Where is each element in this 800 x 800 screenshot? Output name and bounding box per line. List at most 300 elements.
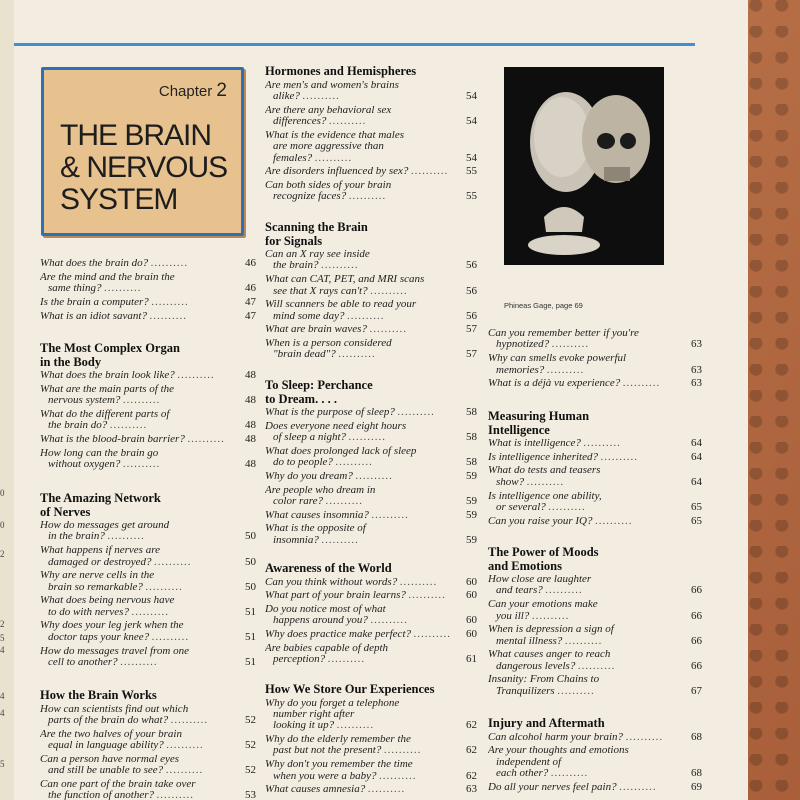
toc-entry-text: same thing? .......... [48, 283, 142, 295]
header-rule [14, 43, 695, 46]
toc-entry[interactable] [488, 649, 702, 672]
leader-dots: .......... [557, 685, 595, 697]
chapter-number: 2 [216, 80, 227, 101]
page-number: 59 [466, 533, 477, 546]
table-of-contents-page [14, 0, 748, 800]
toc-entry-text: What happens if nerves are [40, 545, 160, 557]
leader-dots: .......... [123, 459, 161, 471]
toc-entry-text: parts of the brain do what? .......... [48, 714, 209, 726]
toc-entry-text: Why do you dream? .......... [265, 470, 394, 482]
leader-dots: .......... [408, 590, 447, 602]
page-number: 62 [466, 744, 477, 757]
section-title-line: and Emotions [488, 558, 562, 573]
leader-dots: .......... [370, 285, 408, 297]
toc-entry-text: equal in language ability? .......... [48, 740, 205, 752]
section-title-line: How the Brain Works [40, 688, 157, 702]
toc-entry-text: What is the blood-brain barrier? .......... [40, 433, 226, 445]
page-number: 50 [245, 530, 256, 543]
toc-entry[interactable] [265, 105, 477, 128]
toc-entry-text: When is a person considered [265, 338, 392, 350]
page-number: 46 [245, 257, 256, 269]
page-number: 60 [466, 589, 477, 602]
toc-entry-text: or several? .......... [496, 501, 587, 513]
toc-entry-text: looking it up? .......... [273, 720, 375, 732]
page-number: 56 [466, 259, 477, 272]
toc-entry[interactable] [40, 754, 256, 777]
toc-entry-text: Can you think without words? .......... [265, 576, 438, 588]
toc-entry[interactable] [265, 523, 477, 546]
toc-entry-text: dangerous levels? .......... [496, 660, 616, 672]
page-number: 58 [466, 456, 477, 469]
toc-entry-text: Do you notice most of what [265, 603, 386, 615]
toc-entry[interactable] [488, 328, 702, 351]
previous-page-edge [0, 0, 15, 800]
page-number: 50 [245, 580, 256, 593]
toc-entry[interactable] [488, 574, 702, 597]
section-title-line: How We Store Our Experiences [265, 682, 435, 696]
toc-entry-text: the function of another? .......... [48, 790, 195, 800]
leader-dots: .......... [369, 324, 408, 336]
toc-entry-text: Are there any behavioral sex [265, 104, 392, 116]
toc-entry[interactable] [265, 485, 477, 508]
toc-entry[interactable] [488, 782, 702, 793]
toc-entry-text: Can a person have normal eyes [40, 753, 180, 765]
toc-entry[interactable] [265, 698, 477, 732]
toc-entry-text: What is an idiot savant? .......... [40, 310, 188, 322]
toc-entry-text: females? .......... [273, 152, 353, 164]
page-number: 59 [466, 495, 477, 508]
previous-page-mark: 0 [0, 488, 5, 498]
leader-dots: .......... [526, 476, 565, 488]
toc-entry[interactable] [265, 510, 477, 521]
toc-entry[interactable] [488, 452, 702, 463]
toc-entry-text: Why do the elderly remember the [265, 734, 411, 746]
toc-entry-text: Is the brain a computer? .......... [40, 296, 190, 308]
toc-entry-text: Insanity: From Chains to [488, 674, 600, 686]
page-number: 64 [691, 450, 702, 463]
toc-entry[interactable] [488, 353, 702, 376]
page-number: 46 [245, 282, 256, 295]
toc-entry-text: When is depression a sign of [488, 624, 614, 636]
previous-page-mark: 5 [0, 759, 5, 769]
leader-dots: .......... [110, 420, 148, 432]
section-title-line: The Amazing Network [40, 491, 161, 505]
toc-entry-text: What part of your brain learns? .......... [265, 590, 447, 602]
leader-dots: .......... [551, 339, 590, 351]
toc-entry[interactable] [265, 421, 477, 444]
page-number: 48 [245, 432, 256, 445]
page-number: 51 [245, 605, 256, 618]
leader-dots: .......... [367, 784, 406, 796]
toc-entry[interactable] [488, 745, 702, 779]
toc-entry-text: past but not the present? .......... [273, 745, 422, 757]
page-number: 62 [466, 769, 477, 782]
section-title-line: Awareness of the World [265, 561, 392, 575]
toc-entry-text: to do with nerves? .......... [48, 606, 170, 618]
page-number: 48 [245, 369, 256, 381]
toc-entry-text: What causes anger to reach [488, 649, 611, 661]
leader-dots: .......... [145, 581, 184, 593]
toc-entry[interactable] [40, 620, 256, 643]
toc-entry-text: independent of [496, 756, 562, 768]
toc-entry[interactable] [488, 378, 702, 389]
page-number: 52 [245, 739, 256, 752]
toc-entry[interactable] [40, 370, 256, 381]
toc-entry[interactable] [488, 624, 702, 647]
toc-entry[interactable] [40, 570, 256, 593]
toc-entry-text: Do all your nerves feel pain? .......... [488, 781, 657, 793]
leader-dots: .......... [321, 534, 360, 546]
toc-entry-text: Are the two halves of your brain [40, 728, 182, 740]
toc-entry-text: cell to another? .......... [48, 656, 158, 668]
toc-entry[interactable] [488, 732, 702, 743]
section-title-line: of Nerves [40, 504, 91, 519]
toc-entry[interactable] [40, 434, 256, 445]
toc-section [488, 546, 702, 700]
toc-entry[interactable] [265, 407, 477, 418]
leader-dots: .......... [335, 457, 374, 469]
toc-entry[interactable] [265, 471, 477, 482]
page-number: 66 [691, 659, 702, 672]
page-number: 57 [466, 348, 477, 361]
leader-dots: .......... [413, 629, 452, 641]
toc-entry[interactable] [40, 595, 256, 618]
toc-entry-text: What is a déjà vu experience? .......... [488, 378, 661, 390]
section-title-line: in the Body [40, 354, 102, 369]
leader-dots: .......... [154, 556, 192, 568]
toc-entry-text: do to people? .......... [273, 457, 374, 469]
section-title-line: The Power of Moods [488, 545, 599, 559]
toc-entry-text: Why do you forget a telephone [265, 697, 400, 709]
toc-entry-text: mental illness? .......... [496, 635, 603, 647]
toc-section [265, 683, 477, 798]
toc-entry-text: Why are nerve cells in the [40, 570, 155, 582]
leader-dots: .......... [595, 515, 633, 527]
section-title [488, 717, 702, 731]
leader-dots: .......... [347, 310, 385, 322]
toc-entry[interactable] [265, 629, 477, 640]
previous-page-mark: 4 [0, 708, 5, 718]
toc-entry[interactable] [40, 704, 256, 727]
previous-page-mark: 2 [0, 549, 5, 559]
page-number: 60 [466, 614, 477, 627]
previous-page-mark: 4 [0, 691, 5, 701]
leader-dots: .......... [131, 606, 170, 618]
toc-entry[interactable] [40, 311, 256, 322]
leader-dots: .......... [371, 509, 410, 521]
toc-entry-text: Are the mind and the brain the [40, 271, 175, 283]
section-title-line: for Signals [265, 233, 323, 248]
toc-entry[interactable] [265, 759, 477, 782]
toc-entry-text: Are men's and women's brains [265, 79, 399, 91]
page-number: 54 [466, 151, 477, 164]
toc-section [40, 689, 256, 800]
toc-entry-text: What causes amnesia? .......... [265, 784, 406, 796]
leader-dots: .......... [578, 660, 616, 672]
toc-entry-text: Does everyone need eight hours [265, 420, 407, 432]
toc-entry-text: and tears? .......... [496, 585, 583, 597]
leader-dots: .......... [348, 191, 387, 203]
toc-entry[interactable] [40, 409, 256, 432]
page-number: 63 [691, 363, 702, 376]
toc-entry-text: What causes insomnia? .......... [265, 509, 410, 521]
toc-entry[interactable] [40, 272, 256, 295]
toc-entry-text: How can scientists find out which [40, 703, 189, 715]
toc-entry-text: How close are laughter [488, 574, 592, 585]
leader-dots: .......... [548, 501, 587, 513]
toc-section [40, 258, 256, 324]
leader-dots: .......... [550, 768, 589, 780]
page-number: 57 [466, 323, 477, 336]
toc-entry-text: "brain dead"? .......... [273, 349, 376, 361]
leader-dots: .......... [327, 654, 366, 666]
toc-entry[interactable] [265, 324, 477, 335]
page-number: 62 [466, 719, 477, 732]
page-number: 50 [245, 555, 256, 568]
leader-dots: .......... [379, 770, 417, 782]
toc-entry-text: without oxygen? .......... [48, 459, 161, 471]
toc-entry-text: show? .......... [496, 476, 565, 488]
toc-entry-text: Are people who dream in [265, 484, 376, 496]
section-title [488, 546, 702, 573]
chapter-label [159, 80, 227, 102]
toc-entry-text: What is the evidence that males [265, 129, 404, 141]
toc-entry-text: and still be unable to see? .......... [48, 765, 204, 777]
leader-dots: .......... [583, 438, 622, 449]
toc-entry-text: number right after [273, 708, 355, 720]
toc-entry-text: Is intelligence one ability, [488, 490, 602, 502]
page-number: 66 [691, 609, 702, 622]
toc-entry-text: doctor taps your knee? .......... [48, 631, 190, 643]
toc-entry[interactable] [265, 734, 477, 757]
toc-entry-text: What are the main parts of the [40, 383, 175, 395]
toc-entry-text: What is the opposite of [265, 523, 366, 535]
page-number: 58 [466, 406, 477, 418]
toc-entry-text: alike? .......... [273, 90, 341, 102]
leader-dots: .......... [150, 258, 189, 269]
page-number: 68 [691, 767, 702, 780]
photo-caption: Phineas Gage, page 69 [504, 301, 583, 310]
page-number: 48 [245, 394, 256, 407]
toc-entry-text: What do the different parts of [40, 408, 170, 420]
section-title [40, 689, 256, 703]
toc-entry-text: Tranquilizers .......... [496, 685, 595, 697]
toc-entry-text: Are your thoughts and emotions [488, 745, 629, 757]
toc-section [488, 717, 702, 795]
section-title [40, 342, 256, 369]
page-number: 48 [245, 458, 256, 471]
toc-entry[interactable] [40, 646, 256, 669]
toc-entry-text: How do messages get around [40, 520, 170, 531]
page-number: 65 [691, 514, 702, 527]
leader-dots: .......... [170, 714, 209, 726]
toc-entry[interactable] [265, 643, 477, 666]
section-title-line: To Sleep: Perchance [265, 378, 373, 392]
chapter-title [60, 120, 240, 216]
section-title-line: Scanning the Brain [265, 220, 368, 234]
leader-dots: .......... [165, 765, 204, 777]
page-number: 52 [245, 713, 256, 726]
toc-entry-text: Can your emotions make [488, 599, 598, 611]
toc-entry-text: you ill? .......... [496, 610, 570, 622]
toc-entry-text: What is intelligence? .......... [488, 438, 622, 449]
toc-section [265, 221, 477, 363]
leader-dots: .......... [120, 656, 158, 668]
leader-dots: .......... [625, 731, 664, 743]
page-number: 63 [691, 377, 702, 390]
toc-entry[interactable] [488, 516, 702, 527]
toc-entry-text: hypnotized? .......... [496, 339, 590, 351]
toc-entry-text: the brain? .......... [273, 260, 359, 272]
leader-dots: .......... [338, 349, 376, 361]
section-title [488, 410, 702, 437]
toc-entry[interactable] [40, 384, 256, 407]
leader-dots: .......... [399, 576, 438, 588]
toc-entry-text: of sleep a night? .......... [273, 432, 387, 444]
toc-entry-text: How long can the brain go [40, 447, 159, 459]
chapter-title-line: SYSTEM [60, 183, 178, 216]
leader-dots: .......... [348, 432, 387, 444]
toc-entry[interactable] [40, 520, 256, 543]
toc-entry-text: Can one part of the brain take over [40, 778, 196, 790]
leader-dots: .......... [370, 615, 409, 627]
page-number: 67 [691, 684, 702, 697]
toc-entry[interactable] [488, 465, 702, 488]
toc-entry-text: Why does your leg jerk when the [40, 620, 184, 632]
leader-dots: .......... [314, 152, 353, 164]
toc-entry[interactable] [488, 491, 702, 514]
leader-dots: .......... [411, 166, 449, 178]
toc-entry-text: Are disorders influenced by sex? .......... [265, 166, 449, 178]
toc-entry-text: What are brain waves? .......... [265, 324, 408, 336]
toc-entry-text: Is intelligence inherited? .......... [488, 451, 639, 463]
toc-entry-text: How do messages travel from one [40, 645, 189, 657]
toc-entry[interactable] [40, 297, 256, 308]
toc-entry-text: Why does practice make perfect? .......... [265, 629, 452, 641]
toc-entry[interactable] [40, 729, 256, 752]
toc-entry[interactable] [40, 258, 256, 269]
toc-entry[interactable] [265, 784, 477, 795]
toc-section [40, 342, 256, 473]
leader-dots: .......... [384, 745, 422, 757]
toc-entry[interactable] [265, 274, 477, 297]
leader-dots: .......... [619, 781, 657, 793]
toc-entry[interactable] [265, 180, 477, 203]
toc-entry-text: Why don't you remember the time [265, 759, 413, 771]
leader-dots: .......... [107, 531, 146, 543]
toc-entry[interactable] [40, 448, 256, 471]
leader-dots: .......... [532, 610, 570, 622]
section-title-line: Hormones and Hemispheres [265, 64, 417, 78]
toc-entry[interactable] [488, 438, 702, 449]
toc-entry-text: Can alcohol harm your brain? .......... [488, 731, 664, 743]
toc-entry[interactable] [265, 604, 477, 627]
toc-entry-text: Can an X ray see inside [265, 249, 370, 260]
section-title-line: to Dream. . . . [265, 391, 337, 406]
page-number: 47 [245, 295, 256, 308]
toc-entry[interactable] [265, 80, 477, 103]
leader-dots: .......... [166, 740, 205, 752]
toc-entry-text: see that X rays can't? .......... [273, 285, 408, 297]
page-number: 64 [691, 475, 702, 488]
toc-entry-text: Are babies capable of depth [265, 642, 389, 654]
leader-dots: .......... [177, 370, 215, 381]
page-number: 51 [245, 630, 256, 643]
leader-dots: .......... [104, 283, 142, 295]
page-number: 52 [245, 764, 256, 777]
toc-entry[interactable] [488, 599, 702, 622]
page-number: 47 [245, 309, 256, 322]
section-title-line: Intelligence [488, 422, 550, 437]
toc-entry[interactable] [265, 446, 477, 469]
leader-dots: .......... [149, 310, 188, 322]
toc-entry-text: in the brain? .......... [48, 531, 146, 543]
page-number: 55 [466, 190, 477, 203]
section-title [265, 562, 477, 576]
toc-entry-text: when you were a baby? .......... [273, 770, 417, 782]
toc-entry[interactable] [265, 166, 477, 177]
toc-entry[interactable] [265, 338, 477, 361]
page-number: 55 [466, 165, 477, 178]
page-number: 56 [466, 309, 477, 322]
page-number: 60 [466, 575, 477, 588]
section-title [265, 65, 477, 79]
leader-dots: .......... [545, 585, 583, 597]
page-number: 51 [245, 655, 256, 668]
section-title-line: The Most Complex Organ [40, 341, 180, 355]
chapter-title-box [41, 67, 244, 236]
leader-dots: .......... [600, 451, 639, 463]
leader-dots: .......... [355, 470, 394, 482]
leader-dots: .......... [329, 116, 367, 128]
toc-entry[interactable] [488, 674, 702, 697]
section-title [40, 492, 256, 519]
page-number: 60 [466, 628, 477, 641]
toc-entry-text: mind some day? .......... [273, 310, 385, 322]
toc-entry-text: memories? .......... [496, 364, 585, 376]
toc-entry-text: are more aggressive than [273, 141, 384, 153]
page-number: 66 [691, 584, 702, 597]
leader-dots: .......... [156, 790, 195, 800]
page-number: 59 [466, 469, 477, 482]
toc-entry-text: nervous system? .......... [48, 395, 161, 407]
toc-entry-text: color rare? .......... [273, 496, 364, 508]
toc-section [488, 410, 702, 529]
previous-page-mark: 4 [0, 645, 5, 655]
toc-entry-text: insomnia? .......... [273, 534, 360, 546]
leader-dots: .......... [325, 496, 364, 508]
page-number: 66 [691, 634, 702, 647]
toc-entry-text: the brain do? .......... [48, 420, 148, 432]
leader-dots: .......... [547, 364, 585, 376]
toc-entry[interactable] [40, 779, 256, 800]
toc-entry[interactable] [265, 130, 477, 164]
toc-entry[interactable] [265, 299, 477, 322]
toc-entry-text: differences? .......... [273, 116, 367, 128]
toc-entry[interactable] [40, 545, 256, 568]
leader-dots: .......... [151, 296, 190, 308]
page-number: 56 [466, 284, 477, 297]
toc-entry[interactable] [265, 249, 477, 272]
toc-entry-text: Can both sides of your brain [265, 179, 392, 191]
page-number: 61 [466, 653, 477, 666]
toc-entry[interactable] [265, 577, 477, 588]
toc-entry-text: What does the brain do? .......... [40, 258, 189, 269]
toc-entry-text: What can CAT, PET, and MRI scans [265, 274, 425, 286]
toc-entry[interactable] [265, 590, 477, 601]
page-number: 48 [245, 419, 256, 432]
toc-entry-text: What does the brain look like? .......... [40, 370, 215, 381]
